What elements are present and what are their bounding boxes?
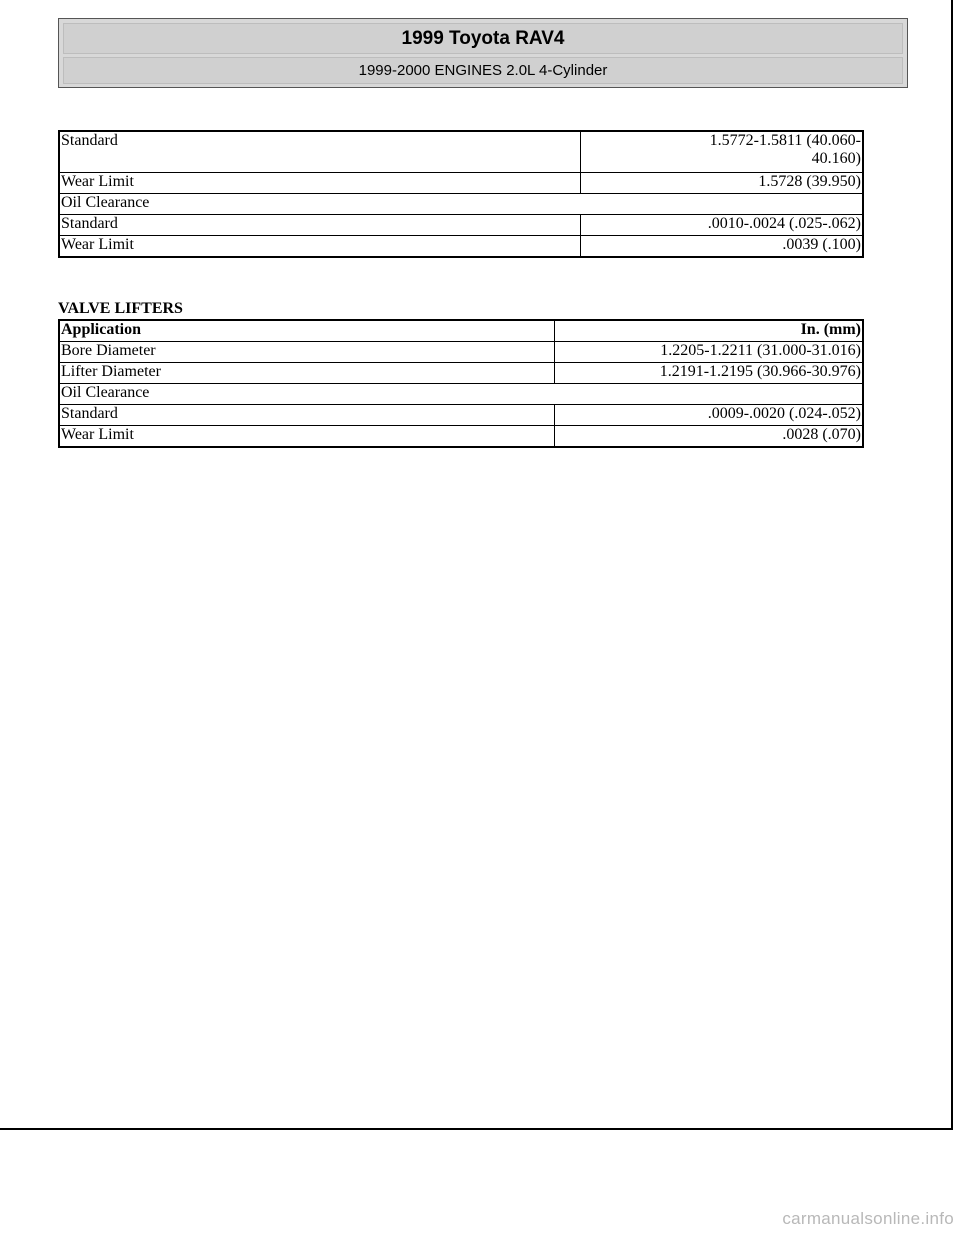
section-heading: VALVE LIFTERS [58, 300, 183, 317]
table-row [59, 363, 863, 384]
document-title: 1999 Toyota RAV4 [63, 23, 903, 54]
column-header: Application [59, 320, 555, 342]
row-value: .0010-.0024 (.025-.062) [581, 215, 864, 236]
row-value: 1.2191-1.2195 (30.966-30.976) [555, 363, 864, 384]
row-label: Wear Limit [59, 236, 581, 258]
table-row [59, 215, 863, 236]
watermark: carmanualsonline.info [782, 1209, 954, 1228]
table-row [59, 384, 863, 405]
column-header: In. (mm) [555, 320, 864, 342]
spec-table-camshaft [58, 130, 864, 258]
table-row [59, 131, 863, 173]
document-header [58, 18, 908, 88]
table-row [59, 236, 863, 258]
table-row [59, 342, 863, 363]
row-value [581, 131, 864, 173]
row-label: Wear Limit [59, 173, 581, 194]
document-subtitle: 1999-2000 ENGINES 2.0L 4-Cylinder [63, 57, 903, 84]
row-value: .0039 (.100) [581, 236, 864, 258]
row-label: Oil Clearance [59, 384, 863, 405]
row-label: Standard [59, 215, 581, 236]
table-row [59, 426, 863, 448]
row-value: 1.2205-1.2211 (31.000-31.016) [555, 342, 864, 363]
table-header-row [59, 320, 863, 342]
row-value: .0009-.0020 (.024-.052) [555, 405, 864, 426]
row-value-line: 1.5772-1.5811 (40.060- [709, 132, 861, 149]
row-label: Oil Clearance [59, 194, 863, 215]
row-value: .0028 (.070) [555, 426, 864, 448]
row-label: Standard [59, 131, 581, 173]
table-row [59, 173, 863, 194]
row-value-line: 40.160) [811, 150, 861, 167]
row-label: Lifter Diameter [59, 363, 555, 384]
row-label: Standard [59, 405, 555, 426]
row-value: 1.5728 (39.950) [581, 173, 864, 194]
table-row [59, 405, 863, 426]
row-label: Bore Diameter [59, 342, 555, 363]
table-row [59, 194, 863, 215]
row-label: Wear Limit [59, 426, 555, 448]
spec-table-valve-lifters [58, 319, 864, 448]
